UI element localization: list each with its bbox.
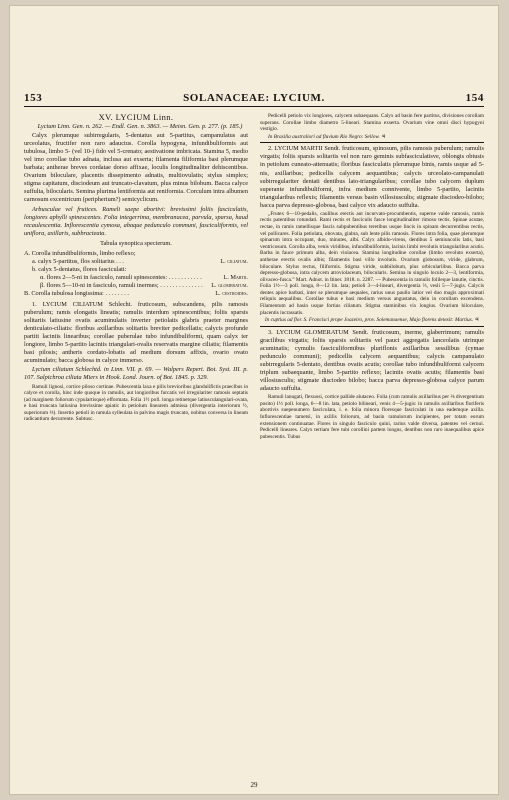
species-2-description: 2. LYCIUM MARTII Sendt. fruticosum, spinosum, pilis ramosis puberulum; ramulis virgatis; foliis sparsis solitariis vel non raro geminis subfasciculatisve, oblongis obtusis in petiolum cuneato-attenuatis; floribus fasciculatis plerumque binis, ramis usque ad 5-nis, axillaribus; pedicellis calycem aequantibus; calycis urceolato-campanulati subirregulariter dentati dentibus lato-triangularibus; corollae tubo calycem duplum superante infundibuliformi, infra medium connivente, limbo 5-partito, laciniis triangularibus reflexis; filamentis versus basin villosiusculis; stigmate disciodeo-bilobo; bacca parva depresso-globosa, basi calyce vix adaucto suffulta. [260, 145, 484, 209]
section-rule [260, 326, 484, 327]
running-header [24, 92, 484, 104]
species-3-notes: Ramuli lanugati, flexuosi, cortice pallide alutaceo. Folia (cum ramulis axillaribus per ⅛ divergentium posito) 1½ poll. longa, 6—8 lin. lata, petiolo bilineari, venis 4—5-jugis: in ramulis axillaribus floriferis abortivis suepenumero fasciculata, i. e. folia minora floresque fasciculati in una eademque axilla. Inflorescentiae tametsi, in axillis foliorum, ad basin ramulorum incipientes, per totam eorum extensionem continuatae. Flores in singulo fasciculo quini, rarius valde diversa, patentes vel cernui. Pedicelli lineares. Calyx tertiam fere tubi corollini partem longus, dentibus non raro inaequalibus apice pubescentis. Tubus [260, 394, 484, 440]
species-2-notes: „Frutex 6—10-pedalis, caulibus erectis aut incurvato-procumbentis, superne valde ramosis, ramis rectis patentibus rotundati. Rami rectis et fasciculis fasce longitudinaliter rimoso tectis. Spinae acutae, rectae, in ramis ramellisque fascis subpubentibus teretibus usque lincis in spinam decurrentibus rectis, vel pollicares. Folia petiolata, obovata, glabra, sub lente pilis ramosis. Flores intra folia, quae plerumque spinarum intra occupant, duo, minutes, albi. Calyx albido-virens, dentibus 5 semiuncolis latis, basi ventricosum. Corolla alba, venis viridibus, infundibuliformis, lacinis limbi revolutis triangularibus acutis. Barba in fauce primum alba, dein violacea. Stamina longitudine corollae (limbo revoluto exserta), antherae erectis ovalis albis; filamentis basi villo involutis. Ovarium globosum, viride, glabrum, biloculare. Stylus rectus, filiformis. Stigma viride, subbilobum, plus orbiculariibus. Bacca parva depresso-globosa, intra calycem atroviolaceum, bilocularis. Semina in singulo loculo 2—3, lentiformia, olivaceo-fusca.” Mart. Adnot. in Itiner. 1818. n. 2287. — Pubescentia in ramulis folileque lanutie, cinctis. Folia 1½—3 poll. longa, 8—12 lin. lata; petioli 3—4-lineari, divergentia ⅔, vesli 5—7-jugis. Calycis dentes apice barbati, inter se plerumque aequales, rarius unus paullo latior vel duo magis approximati reliquis aequalibus. Corollae tubus e basi medium versus angustatus, dein in corollam excendens. Filamentum ad basin usque fortius ciliatum. Stigma staminibus vix longius. Ovarium biloculare, placentis incrassatis. [260, 210, 484, 316]
key-row-label: B. Corolla tubulosa longissima: . . . . . . . . [24, 289, 129, 297]
species-3-description: 3. LYCIUM GLOMERATUM Sendt. fruticosum, inerme, glaberrimum; ramulis gracilibus virgatis; foliis sparsis solitariis vel pauci aggregatis lanceolatis utrinque acuminatis; cymulis fasciculiformibus pluriflonis axillaribus sessilibus (cymae pedunculo communi); pedicellis calycem aequantibus; calycis campanulato subirregularis 5-dentato, dentibus ovatis acutis; corollae tubo infundibuliformi calycem triplum subaequante, limbo 5-partito reflexo; laciniis ovatis acutis; filamentis basi villosiusculis; stigmate disciodeo bilobo; bacca parva depresso-globosa calyce parum adaucto suffulta. [260, 328, 484, 393]
key-row [24, 290, 248, 298]
genus-habit: Arbusculae vel frutices. Rameli saepe abortivi: brevissimi foliis fasciculatis, longiores aphylli spinescentes. Folia integerrima, membranacea, parvula, sparsa, haud recaulescentia. Inflorescentia cymosa, abaque pedunculo communi, fasciculiformis, vel uniflora, axillaris, subbracteata. [24, 205, 248, 237]
key-row-label: β. flores 5—10-ni in fasciculo, ramuli inermes; . . . . . . . . . . . . . . [40, 281, 203, 289]
key-row [24, 282, 248, 290]
page-number-left: 153 [24, 92, 43, 104]
species-1-description: 1. LYCIUM CILIATUM Schlecht. fruticosum, subscandens, pilis ramosis puberulum; ramis elongatis lineatis; ramulis interdum spinescentibus; foliis sparsis solitariis latiusine ovatis acuminulatis inverter petiolatis glabris praeter margines denticulato-ciliatis: floribus axillaribus solitariis breviter pedicellatis; calycis profunde partiti laciniis linearibus; corollae puberulae tubo infundibuliformi, quam calyx ter longiore, limbo 5-partito laciniis triangulari-ovalis reservatis margine ciliatis; filamentis basi pilosis; antheris cordato-lobatis ad medium dorsum affixis, ovario ovato acuminulato; bacca globosa in calyce immerso. [24, 301, 248, 365]
key-row-label: a. calyx 5-partitus, flos solitarius . . . [32, 257, 124, 265]
key-row-species: L. glomeratum. [211, 281, 248, 289]
right-column [260, 113, 484, 783]
species-1-notes: Ramuli lignosi, cortice piloso cortinae. Pubescentia laxa e pilis brevioribus glandulifictis praeclbus in calyce et corolla, hinc inde quoque in ramulis, aut longioribus furcatis vel irregulariter ramosis septatis (ad marginem foliorum cypulartisque) efformata. Folia 1½ poll. longa retinetque latiusculangulari-ovata, e basi truncata latiusina brevissime apiatic in petiolum linearem admissa (divergentia interiorum ½, superiorum ⅓). Insertio petioli in ramula sylleulata in palvino magis truncato, nobitus conversa in lineam radicantium decurrente. Subtusc. [24, 383, 248, 423]
species-1-notes-continued: Pedicelli petiolo vix longiores, calycem subaequans. Calyx ad basin fere partitus, divisiones corollam superans. Corollae limbo diametro 5-lineari. Stamina exserta. Ovarium vine omni disci hypogyni vestigio. [260, 113, 484, 133]
key-title: Tabula synoptica specierum. [100, 239, 172, 247]
genus-description: Calyx plerumque subirregularis, 5-dentatus aut 5-partitus, campanulatus aut urceolatus, fructifer non raro adauctus. Corolla hypogyna, infundibuliformis aut tubulosa, limbo 5- (vel 10-) fido vel 5-crenato; aestivatione imbricata. Stamina 5, medio vel imo corollae tubo adnata, inclusa aut exserta; filamenta filiformia basi plerumque barbata; antherae breves cordatae dorso affixae, loculis longitudinaliter dehiscentibus. Ovarium biloculare, placentis dissepimento adnatis, multiovulatis; stylus simplex; stigma capitatum, disciodeum aut truncato-clavatum, plus minus bilobum. Bacca calyce suffulta, bilocularis. Semina plurima lentiformia aut reniformia. Corculum intra albumen carnosum excentricum (peripherium?) semicyclicum. [24, 132, 248, 204]
species-2-locality: In cuptius ad flor. S. Francisci prope Joazeiro, prov. Solemanaense, Majo florens detexit: Martius. ♃ [264, 317, 480, 324]
synoptic-key [24, 250, 248, 298]
species-1-references: Lycium ciliatum Schlechtd. in Linn. VII. p. 69. — Walpers Repert. Bot. Syst. III. p. 107. Salpichroa ciliata Miers in Hook. Lond. Journ. of Bot. 1845. p. 329. [24, 366, 248, 382]
key-row-species: L. cestroides. [215, 289, 248, 297]
key-row [24, 266, 248, 274]
key-row-label: b. calyx 5-dentatus, flores fasciculati: [32, 265, 127, 273]
page-number-right: 154 [465, 92, 484, 104]
key-row [24, 250, 248, 258]
species-1-locality: In Brasilia australiori ad fluvium Rio Negro: Sellow. ♃ [268, 133, 386, 140]
header-rule [24, 106, 484, 107]
genus-references: Lycium Linn. Gen. n. 262. — Endl. Gen. n. 3863. — Meisn. Gen. p. 277. (p. 185.) [37, 123, 243, 131]
section-rule [260, 142, 484, 143]
key-row [24, 274, 248, 282]
signature-number: 29 [250, 781, 258, 789]
key-row-species: L. ciliatum. [220, 257, 248, 265]
running-title: SOLANACEAE: LYCIUM. [183, 92, 325, 104]
left-column [24, 113, 248, 783]
genus-title: XV. LYCIUM Linn. [98, 113, 174, 122]
key-row [24, 258, 248, 266]
key-row-label: α. flores 2—5-ni in fasciculo, ramuli spinescentes: . . . . . . . . . . . [40, 273, 202, 281]
key-row-label: A. Corolla infundibuliformis, limbo reflexo; [24, 249, 136, 257]
key-row-species: L. Martii. [223, 273, 248, 281]
book-page [10, 6, 498, 794]
